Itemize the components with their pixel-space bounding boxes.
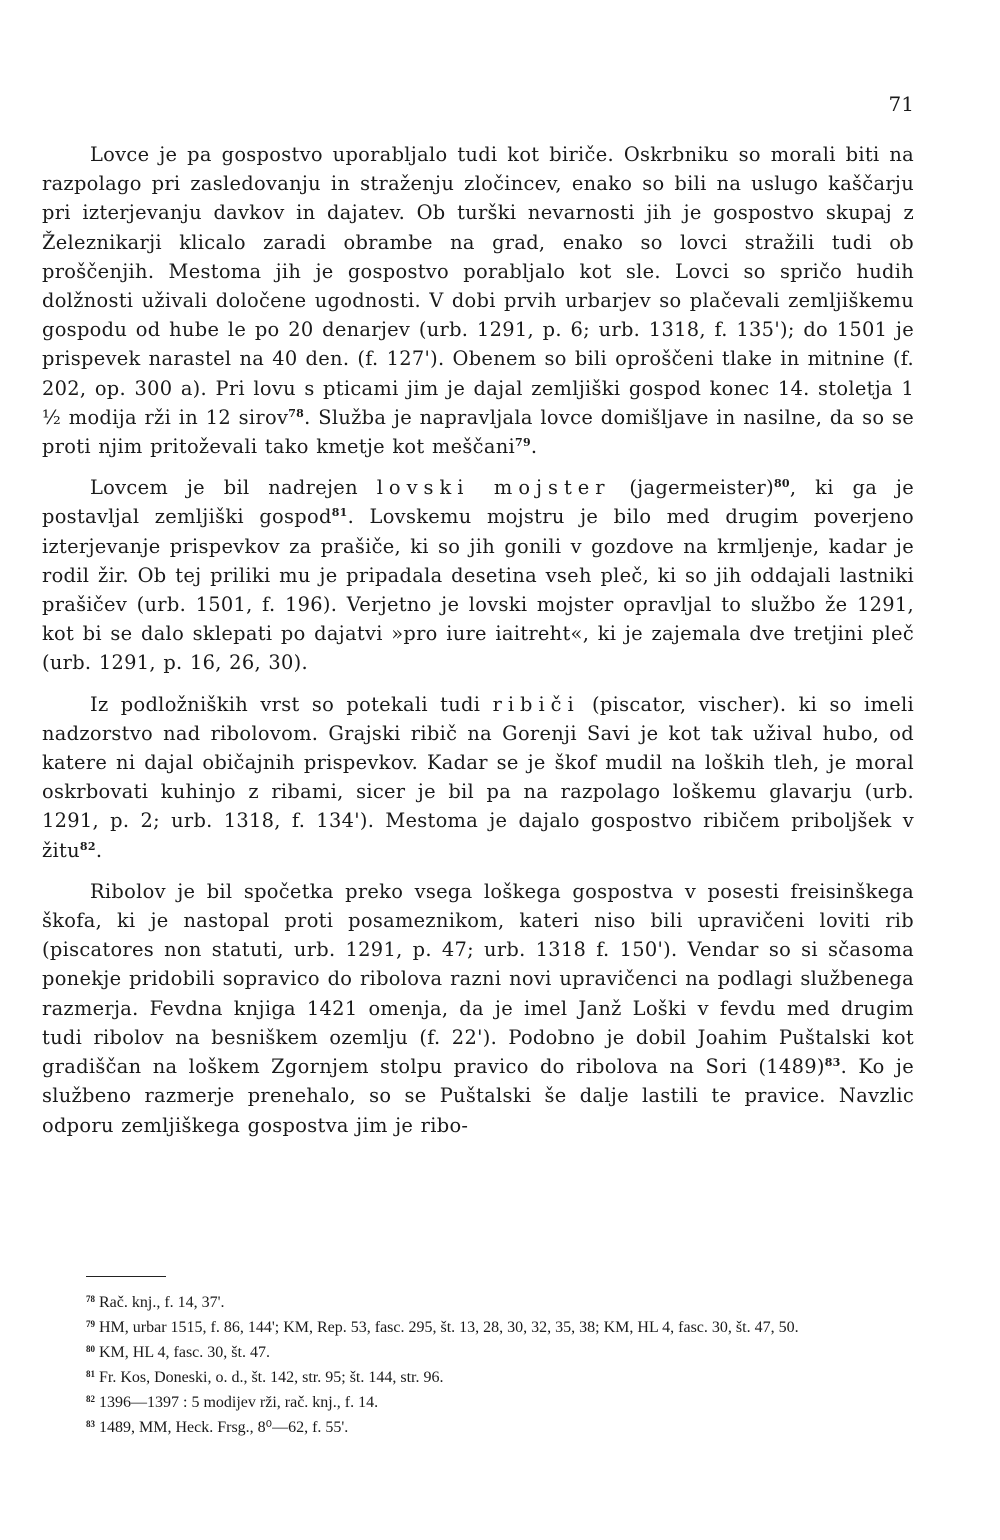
footnote-number: 82	[86, 1394, 95, 1404]
footnote-number: 81	[86, 1369, 95, 1379]
paragraph	[42, 473, 914, 677]
text-run: Iz podložniških vrst so potekali tudi	[90, 692, 493, 716]
footnote	[42, 1390, 914, 1415]
text-run: Lovce je pa gospostvo uporabljalo tudi kot biriče. Oskrbniku so morali biti na razpolago pri zasledovanju in straženju zločincev, enako so bili na uslugo kaščarju pri izterjevanju davkov in dajatev. Ob turški nevarnosti jih je gospostvo skupaj z Železnikarji klicalo zaradi obrambe na grad, enako so lovci stražili tudi ob proščenjih. Mestoma jih je gospostvo porabljalo kot sle. Lovci so spričo hudih dolžnosti uživali določene ugodnosti. V dobi prvih urbarjev so plačevali zemljiškemu gospodu od hube le po 20 denarjev (urb. 1291, p. 6; urb. 1318, f. 135'); do 1501 je prispevek narastel na 40 den. (f. 127'). Obenem so bili oproščeni tlake in mitnine (f. 202, op. 300 a). Pri lovu s pticami jim je dajal zemljiški gospod konec 14. stoletja 1 ½ modija rži in 12 sirov	[42, 143, 914, 429]
text-run: . Služba je napravljala lovce domišljave in nasilne, da so se proti njim pritoževali tako kmetje kot meščani	[42, 405, 914, 459]
footnote-separator	[86, 1276, 166, 1277]
footnotes	[42, 1290, 914, 1440]
footnote-text: 1396—1397 : 5 modijev rži, rač. knj., f. 14.	[95, 1394, 379, 1411]
footnote	[42, 1415, 914, 1440]
text-run: . Lovskemu mojstru je bilo med drugim poverjeno izterjevanje prispevkov za prašiče, ki so jih gonili v gozdove na krmljenje, kadar je rodil žir. Ob tej priliki mu je pripadala desetina vseh pleč, ki so jih oddajali lastniki prašičev (urb. 1501, f. 196). Verjetno je lovski mojster opravljal to službo že 1291, kot bi se dalo sklepati po dajatvi »pro iure iaitreht«, ki je zajemala dve tretjini pleč (urb. 1291, p. 16, 26, 30).	[42, 505, 914, 675]
spaced-term: lovski mojster	[376, 476, 611, 500]
footnote-ref: 78	[288, 406, 305, 420]
footnote-ref: 81	[331, 506, 348, 520]
text-run: (piscator, vischer). ki so imeli nadzorstvo nad ribolovom. Grajski ribič na Gorenji Savi je kot tak užival hubo, od katere ni dajal običajnih prispevkov. Kadar se je škof mudil na loških tleh, je moral oskrbovati kuhinjo z ribami, sicer je bil pa na razpolago loškemu glavarju (urb. 1291, p. 2; urb. 1318, f. 134'). Mestoma je dajalo gospostvo ribičem priboljšek v žitu	[42, 692, 914, 862]
footnote-text: 1489, MM, Heck. Frsg., 8⁰—62, f. 55'.	[95, 1419, 349, 1436]
footnote-ref: 83	[824, 1056, 841, 1070]
footnote-text: KM, HL 4, fasc. 30, št. 47.	[95, 1344, 270, 1361]
spaced-term: ribiči	[492, 692, 580, 716]
footnote-text: HM, urbar 1515, f. 86, 144'; KM, Rep. 53, fasc. 295, št. 13, 28, 30, 32, 35, 38; KM, HL 4, fasc. 30, št. 47, 50.	[95, 1319, 799, 1336]
body-text	[42, 140, 914, 1152]
text-run: , ki ga je postavljal zemljiški gospod	[42, 476, 914, 529]
text-run: Ribolov je bil spočetka preko vsega loškega gospostva v posesti freisinškega škofa, ki je nastopal proti posameznikom, kateri niso bili upravičeni loviti rib (piscatores non statuti, urb. 1291, p. 47; urb. 1318 f. 150'). Vendar so si sčasoma ponekje pridobili sopravico do ribolova razni novi upravičenci na podlagi službenega razmerja. Fevdna knjiga 1421 omenja, da je imel Janž Loški v fevdu med drugim tudi ribolov na besniškem ozemlju (f. 22'). Podobno je dobil Joahim Puštalski kot gradiščan na loškem Zgornjem stolpu pravico do ribolova na Sori (1489)	[42, 879, 914, 1079]
text-run: (jagermeister)	[610, 476, 774, 500]
paragraph	[42, 690, 914, 865]
text-run: .	[530, 435, 538, 459]
footnote-text: Rač. knj., f. 14, 37'.	[95, 1294, 225, 1311]
footnote	[42, 1290, 914, 1315]
footnote-text: Fr. Kos, Doneski, o. d., št. 142, str. 95; št. 144, str. 96.	[95, 1369, 444, 1386]
text-run: .	[95, 838, 103, 862]
text-run: . Ko je službeno razmerje prenehalo, so se Puštalski še dalje lastili te pravice. Navzlic odporu zemljiškega gospostva jim je ribo-	[42, 1055, 915, 1137]
footnote-number: 80	[86, 1344, 95, 1354]
footnote	[42, 1315, 914, 1340]
footnote	[42, 1365, 914, 1390]
footnote-ref: 80	[773, 477, 790, 491]
paragraph	[42, 877, 914, 1140]
footnote-number: 78	[86, 1294, 95, 1304]
text-run: Lovcem je bil nadrejen	[90, 476, 377, 500]
footnote-number: 83	[86, 1419, 95, 1429]
footnote-number: 79	[86, 1319, 95, 1329]
footnote-ref: 82	[79, 839, 96, 853]
page-number: 71	[888, 92, 914, 116]
footnote	[42, 1340, 914, 1365]
footnote-ref: 79	[515, 436, 531, 450]
paragraph	[42, 140, 914, 461]
